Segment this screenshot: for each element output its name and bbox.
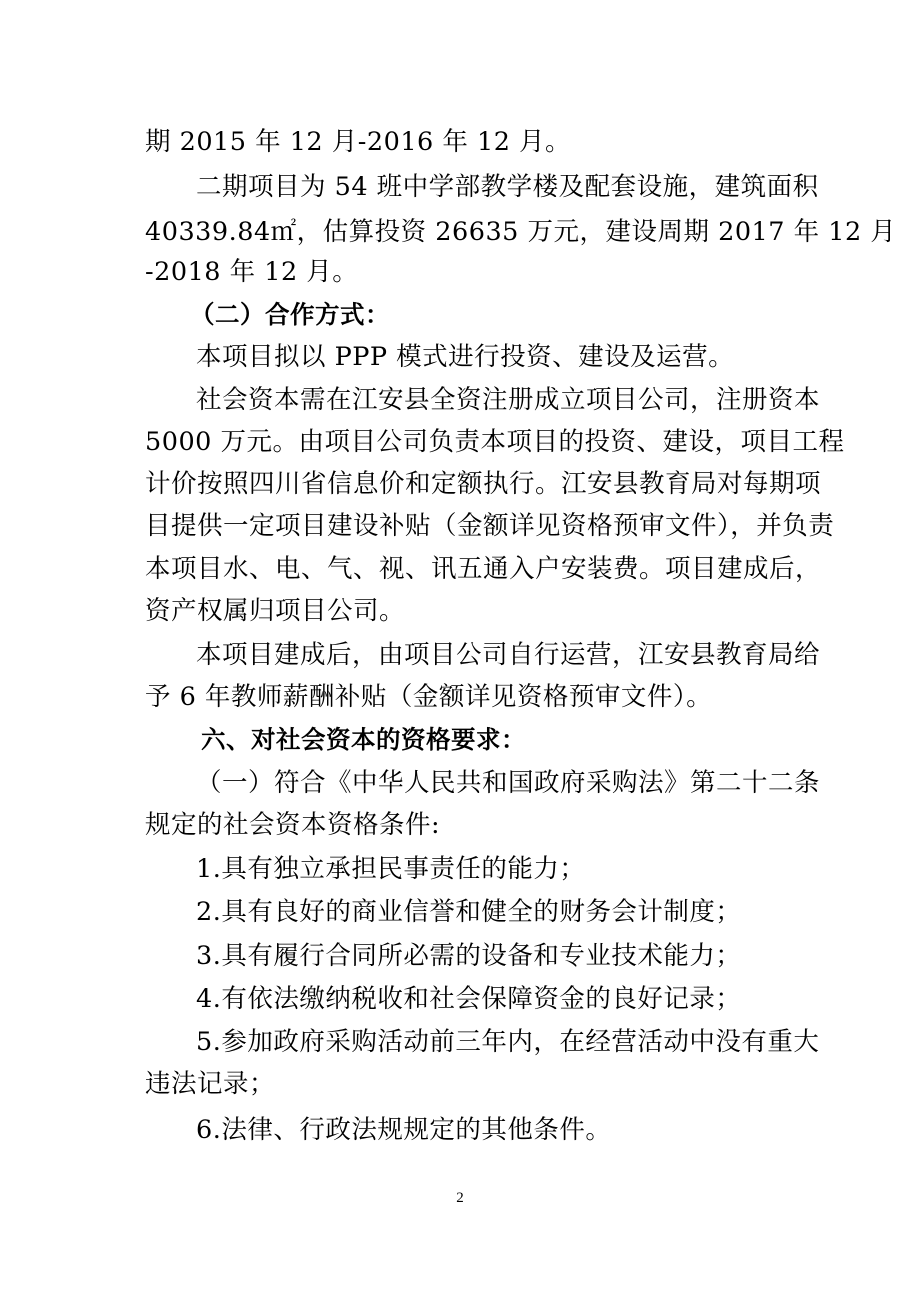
list-item: 4.有依法缴纳税收和社会保障资金的良好记录； <box>196 984 742 1014</box>
text-line: 规定的社会资本资格条件: <box>145 810 441 840</box>
text-line: 目提供一定项目建设补贴（金额详见资格预审文件），并负责 <box>145 511 835 541</box>
text-line: 本项目建成后，由项目公司自行运营，江安县教育局给 <box>196 640 821 670</box>
list-item: 3.具有履行合同所必需的设备和专业技术能力； <box>196 941 742 971</box>
text-line: 计价按照四川省信息价和定额执行。江安县教育局对每期项 <box>145 469 822 499</box>
section-heading: 六、对社会资本的资格要求： <box>201 725 526 754</box>
section-heading: （二）合作方式： <box>190 300 390 329</box>
text-line: 期 2015 年 12 月-2016 年 12 月。 <box>145 127 572 157</box>
page-number: 2 <box>456 1190 464 1206</box>
list-item: 6.法律、行政法规规定的其他条件。 <box>196 1115 612 1145</box>
list-item-continuation: 违法记录； <box>145 1069 276 1099</box>
list-item: 1.具有独立承担民事责任的能力； <box>196 854 586 884</box>
text-line: 本项目拟以 PPP 模式进行投资、建设及运营。 <box>196 342 735 372</box>
text-line: 二期项目为 54 班中学部教学楼及配套设施，建筑面积 <box>196 172 819 202</box>
text-line: 资产权属归项目公司。 <box>145 596 406 626</box>
text-line: （一）符合《中华人民共和国政府采购法》第二十二条 <box>196 768 821 798</box>
text-line: 5000 万元。由项目公司负责本项目的投资、建设，项目工程 <box>145 427 845 457</box>
text-line: 社会资本需在江安县全资注册成立项目公司，注册资本 <box>196 385 821 415</box>
list-item: 2.具有良好的商业信誉和健全的财务会计制度； <box>196 897 742 927</box>
text-line: 40339.84㎡，估算投资 26635 万元，建设周期 2017 年 12 月 <box>145 217 897 247</box>
text-line: 本项目水、电、气、视、讯五通入户安装费。项目建成后， <box>145 554 822 584</box>
text-line: -2018 年 12 月。 <box>145 257 359 287</box>
text-line: 予 6 年教师薪酬补贴（金额详见资格预审文件）。 <box>145 682 713 712</box>
list-item: 5.参加政府采购活动前三年内，在经营活动中没有重大 <box>196 1027 820 1057</box>
